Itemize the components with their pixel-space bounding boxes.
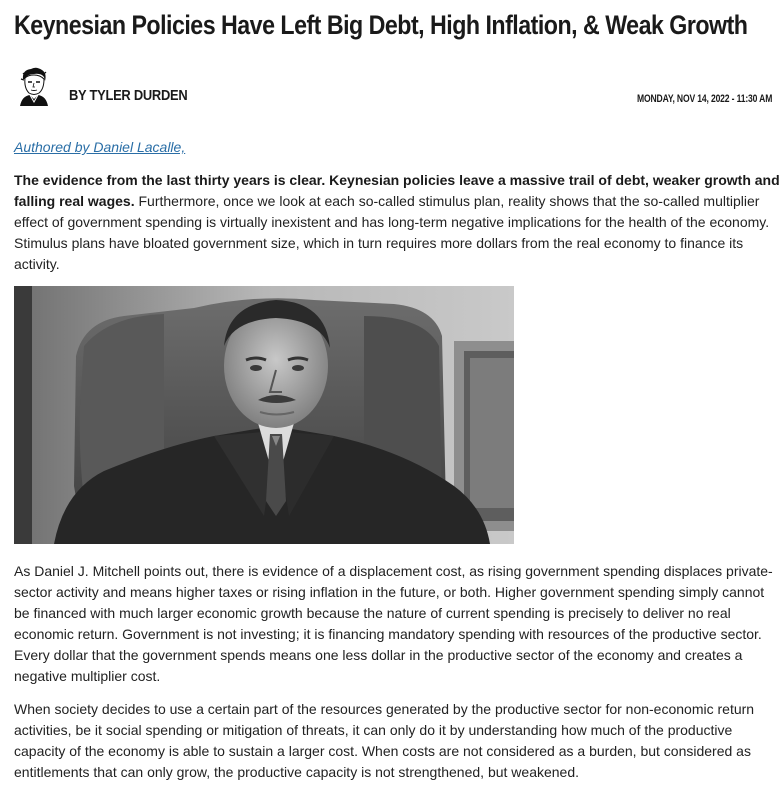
publish-date: MONDAY, NOV 14, 2022 - 11:30 AM — [637, 93, 773, 105]
article-headline: Keynesian Policies Have Left Big Debt, High Inflation, & Weak Growth — [14, 10, 748, 40]
author-byline[interactable]: BY TYLER DURDEN — [69, 87, 188, 104]
intro-paragraph — [14, 170, 780, 275]
author-avatar-icon[interactable] — [16, 66, 52, 106]
intro-bold-text: The evidence from the last thirty years is clear. Keynesian policies leave a massive trail of debt, weaker growth and falling real wages. — [14, 172, 780, 209]
paragraph-2: As Daniel J. Mitchell points out, there is evidence of a displacement cost, as rising government spending displaces private-sector activity and means higher taxes or rising inflation in the future, or both. Higher government spending simply cannot be financed with much larger economic growth because the nature of current spending is precisely to deliver no real economic return. Government is not investing; it is financing mandatory spending with resources of the productive sector. Every dollar that the government spends means one less dollar in the productive sector of the economy and creates a negative multiplier cost. — [14, 563, 773, 684]
paragraph-3: When society decides to use a certain part of the resources generated by the productive sector for non-economic return activities, be it social spending or mitigation of threats, it can only do it by understanding how much of the productive capacity of the economy is able to sustain a larger cost. When costs are not considered as a burden, but considered as entitlements that can only grow, the productive capacity is not strengthened, but weakened. — [14, 701, 755, 780]
keynes-portrait-photo — [14, 286, 514, 544]
intro-rest-text: Furthermore, once we look at each so-called stimulus plan, reality shows that the so-called multiplier effect of government spending is virtually inexistent and has long-term negative implications for the health of the economy. Stimulus plans have bloated government size, which in turn requires more dollars from the real economy to finance its activity. — [14, 193, 770, 272]
author-link[interactable]: Authored by Daniel Lacalle, — [14, 139, 186, 155]
